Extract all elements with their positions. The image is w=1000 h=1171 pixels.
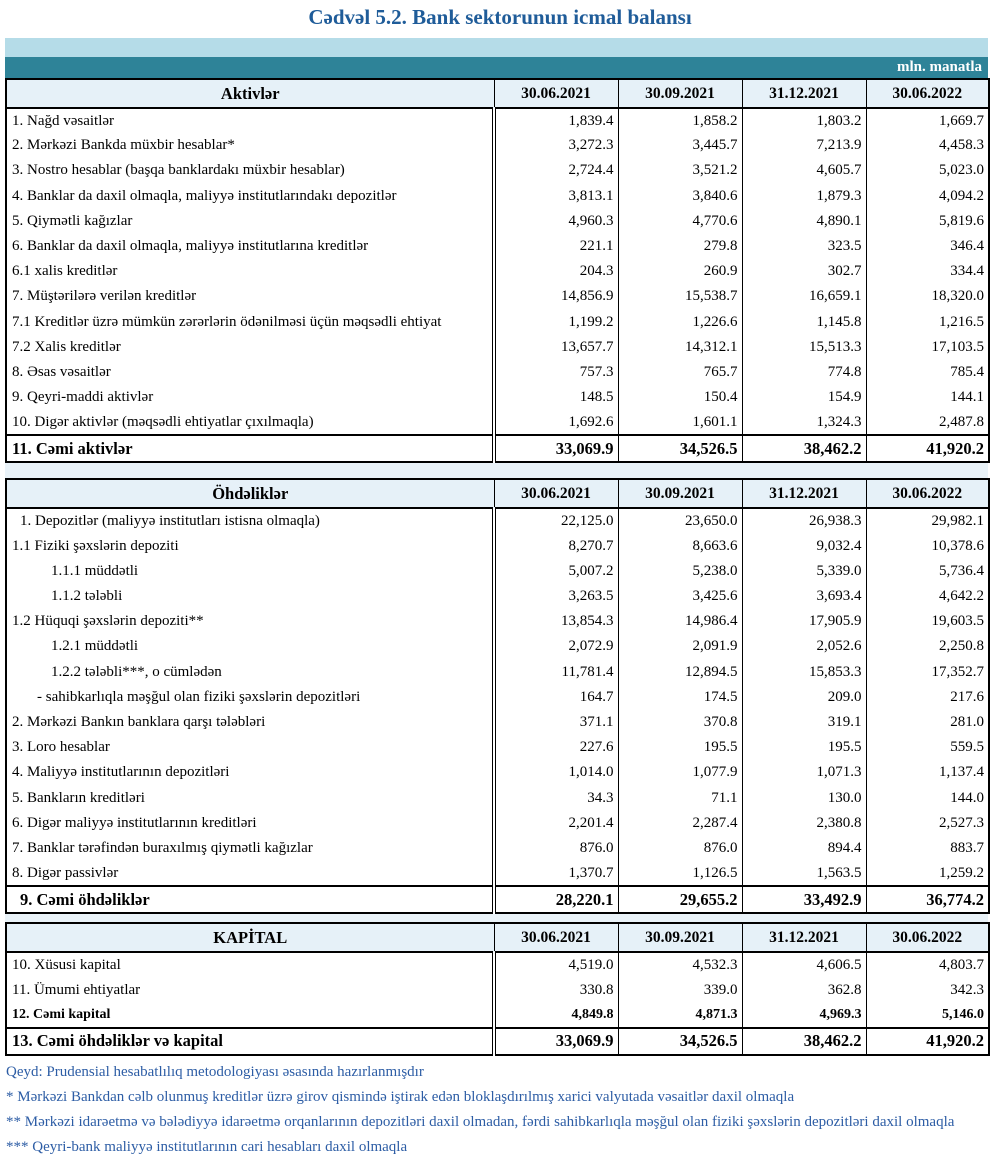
- cell-value: 371.1: [494, 710, 618, 735]
- row-label: 6. Digər maliyyə institutlarının kreditləri: [12, 814, 257, 831]
- cell-value: 319.1: [742, 710, 866, 735]
- cell-value: 17,103.5: [866, 335, 989, 360]
- header-row-aktivler: [6, 79, 989, 108]
- cell-value: 130.0: [742, 786, 866, 811]
- table-row: [6, 534, 989, 559]
- cell-value: 13,854.3: [494, 609, 618, 634]
- cell-value: 3,263.5: [494, 584, 618, 609]
- footnote-line: Qeyd: Prudensial hesabatlılıq metodologiyası əsasında hazırlanmışdır: [6, 1063, 424, 1080]
- cell-value: 174.5: [618, 685, 742, 710]
- cell-value: 1,324.3: [742, 410, 866, 435]
- cell-value: 22,125.0: [494, 508, 618, 533]
- cell-value: 3,425.6: [618, 584, 742, 609]
- header-row-ohdelikler: [6, 479, 989, 508]
- row-label: 5. Bankların kreditləri: [12, 789, 145, 806]
- cell-value: 5,819.6: [866, 209, 989, 234]
- row-label: 10. Xüsusi kapital: [12, 956, 121, 973]
- cell-value: 346.4: [866, 234, 989, 259]
- cell-value: 765.7: [618, 360, 742, 385]
- cell-value: 7,213.9: [742, 133, 866, 158]
- column-header-date: 31.12.2021: [742, 79, 866, 108]
- total-row: [6, 1028, 989, 1055]
- cell-value: 5,339.0: [742, 559, 866, 584]
- cell-value: 41,920.2: [866, 1028, 989, 1055]
- cell-value: 15,513.3: [742, 335, 866, 360]
- row-label: 4. Banklar da daxil olmaqla, maliyyə institutlarındakı depozitlər: [12, 187, 397, 204]
- cell-value: 9,032.4: [742, 534, 866, 559]
- cell-value: 302.7: [742, 259, 866, 284]
- table-body-kapital: [6, 952, 989, 1055]
- table-row: [6, 660, 989, 685]
- row-label: 7. Banklar tərəfindən buraxılmış qiymətli kağızlar: [12, 839, 313, 856]
- cell-value: 41,920.2: [866, 435, 989, 462]
- cell-value: 281.0: [866, 710, 989, 735]
- table-ohdelikler: [5, 478, 990, 914]
- column-header-date: 30.09.2021: [618, 79, 742, 108]
- footnotes: [6, 1060, 1000, 1160]
- cell-value: 2,072.9: [494, 634, 618, 659]
- cell-value: 2,201.4: [494, 811, 618, 836]
- cell-value: 4,519.0: [494, 952, 618, 977]
- footnote-line: *** Qeyri-bank maliyyə institutlarının cari hesabları daxil olmaqla: [6, 1138, 408, 1155]
- table-row: [6, 836, 989, 861]
- table-row: [6, 184, 989, 209]
- table-row: [6, 209, 989, 234]
- cell-value: 5,007.2: [494, 559, 618, 584]
- cell-value: 5,146.0: [866, 1003, 989, 1028]
- column-header-date: 31.12.2021: [742, 479, 866, 508]
- cell-value: 13,657.7: [494, 335, 618, 360]
- row-label: 3. Nostro hesablar (başqa banklardakı müxbir hesablar): [12, 162, 345, 179]
- cell-value: 4,849.8: [494, 1003, 618, 1028]
- table-kapital: [5, 922, 990, 1056]
- cell-value: 17,905.9: [742, 609, 866, 634]
- cell-value: 14,986.4: [618, 609, 742, 634]
- cell-value: 5,023.0: [866, 158, 989, 183]
- row-label: 11. Ümumi ehtiyatlar: [12, 981, 141, 998]
- cell-value: 11,781.4: [494, 660, 618, 685]
- table-row: [6, 685, 989, 710]
- cell-value: 4,458.3: [866, 133, 989, 158]
- cell-value: 195.5: [742, 735, 866, 760]
- cell-value: 28,220.1: [494, 886, 618, 913]
- cell-value: 1,858.2: [618, 108, 742, 133]
- row-label: 1. Depozitlər (maliyyə institutları istisna olmaqla): [20, 513, 320, 530]
- table-row: [6, 310, 989, 335]
- cell-value: 4,969.3: [742, 1003, 866, 1028]
- table-row: [6, 234, 989, 259]
- cell-value: 1,077.9: [618, 760, 742, 785]
- cell-value: 2,250.8: [866, 634, 989, 659]
- table-row: [6, 559, 989, 584]
- cell-value: 34.3: [494, 786, 618, 811]
- table-row: [6, 360, 989, 385]
- cell-value: 4,606.5: [742, 952, 866, 977]
- cell-value: 23,650.0: [618, 508, 742, 533]
- cell-value: 774.8: [742, 360, 866, 385]
- cell-value: 323.5: [742, 234, 866, 259]
- row-label: 11. Cəmi aktivlər: [6, 435, 494, 462]
- table-row: [6, 584, 989, 609]
- cell-value: 2,527.3: [866, 811, 989, 836]
- balance-tables: [0, 78, 1000, 1056]
- row-label: 1.1 Fiziki şəxslərin depoziti: [12, 537, 179, 554]
- cell-value: 4,094.2: [866, 184, 989, 209]
- cell-value: 1,137.4: [866, 760, 989, 785]
- cell-value: 1,216.5: [866, 310, 989, 335]
- table-row: [6, 385, 989, 410]
- cell-value: 4,605.7: [742, 158, 866, 183]
- cell-value: 12,894.5: [618, 660, 742, 685]
- row-label: 7.1 Kreditlər üzrə mümkün zərərlərin ödənilməsi üçün məqsədli ehtiyat: [12, 313, 442, 330]
- table-row: [6, 977, 989, 1002]
- table-row: [6, 760, 989, 785]
- cell-value: 2,287.4: [618, 811, 742, 836]
- cell-value: 164.7: [494, 685, 618, 710]
- table-row: [6, 508, 989, 533]
- cell-value: 14,856.9: [494, 284, 618, 309]
- cell-value: 339.0: [618, 977, 742, 1002]
- cell-value: 3,445.7: [618, 133, 742, 158]
- cell-value: 29,982.1: [866, 508, 989, 533]
- cell-value: 221.1: [494, 234, 618, 259]
- page-title: Cədvəl 5.2. Bank sektorunun icmal balansı: [308, 5, 692, 29]
- section-title-ohdelikler: Öhdəliklər: [6, 479, 494, 508]
- table-row: [6, 410, 989, 435]
- cell-value: 8,270.7: [494, 534, 618, 559]
- row-label: 2. Mərkəzi Bankın banklara qarşı tələbləri: [12, 714, 266, 731]
- cell-value: 17,352.7: [866, 660, 989, 685]
- row-label: 13. Cəmi öhdəliklər və kapital: [6, 1028, 494, 1055]
- cell-value: 1,126.5: [618, 861, 742, 886]
- cell-value: 14,312.1: [618, 335, 742, 360]
- cell-value: 38,462.2: [742, 1028, 866, 1055]
- cell-value: 260.9: [618, 259, 742, 284]
- column-header-date: 30.09.2021: [618, 479, 742, 508]
- cell-value: 1,879.3: [742, 184, 866, 209]
- cell-value: 227.6: [494, 735, 618, 760]
- cell-value: 4,960.3: [494, 209, 618, 234]
- total-row: [6, 886, 989, 913]
- table-row: [6, 710, 989, 735]
- cell-value: 4,871.3: [618, 1003, 742, 1028]
- cell-value: 1,259.2: [866, 861, 989, 886]
- cell-value: 204.3: [494, 259, 618, 284]
- cell-value: 38,462.2: [742, 435, 866, 462]
- cell-value: 1,145.8: [742, 310, 866, 335]
- row-label: 12. Cəmi kapital: [12, 1006, 111, 1022]
- row-label: 6. Banklar da daxil olmaqla, maliyyə institutlarına kreditlər: [12, 238, 369, 255]
- cell-value: 883.7: [866, 836, 989, 861]
- section-gap: [5, 463, 988, 478]
- column-header-date: 30.06.2022: [866, 479, 989, 508]
- row-label: 9. Cəmi öhdəliklər: [6, 886, 494, 913]
- footnote-line: * Mərkəzi Bankdan cəlb olunmuş kreditlər üzrə girov qismində iştirak edən bloklaşdırılmış xarici valyutada vəsaitlər daxil olmaqla: [6, 1088, 795, 1105]
- cell-value: 3,272.3: [494, 133, 618, 158]
- row-label: - sahibkarlıqla məşğul olan fiziki şəxslərin depozitləri: [37, 688, 361, 705]
- row-label: 8. Əsas vəsaitlər: [12, 363, 111, 380]
- table-row: [6, 634, 989, 659]
- row-label: 1.1.2 tələbli: [51, 588, 123, 605]
- table-row: [6, 108, 989, 133]
- table-row: [6, 735, 989, 760]
- cell-value: 34,526.5: [618, 1028, 742, 1055]
- cell-value: 2,091.9: [618, 634, 742, 659]
- cell-value: 148.5: [494, 385, 618, 410]
- column-header-date: 30.06.2022: [866, 79, 989, 108]
- cell-value: 1,563.5: [742, 861, 866, 886]
- table-row: [6, 1003, 989, 1028]
- table-row: [6, 609, 989, 634]
- section-title-aktivler: Aktivlər: [6, 79, 494, 108]
- table-row: [6, 133, 989, 158]
- cell-value: 154.9: [742, 385, 866, 410]
- unit-label: mln. manatla: [896, 59, 982, 75]
- cell-value: 33,069.9: [494, 435, 618, 462]
- table-aktivler: [5, 78, 990, 463]
- cell-value: 71.1: [618, 786, 742, 811]
- cell-value: 4,803.7: [866, 952, 989, 977]
- cell-value: 8,663.6: [618, 534, 742, 559]
- row-label: 4. Maliyyə institutlarının depozitləri: [12, 764, 230, 781]
- cell-value: 342.3: [866, 977, 989, 1002]
- decorative-band-light: [5, 38, 988, 57]
- column-header-date: 30.06.2021: [494, 479, 618, 508]
- column-header-date: 30.06.2021: [494, 923, 618, 952]
- cell-value: 3,813.1: [494, 184, 618, 209]
- row-label: 1. Nağd vəsaitlər: [12, 112, 115, 129]
- cell-value: 19,603.5: [866, 609, 989, 634]
- cell-value: 1,669.7: [866, 108, 989, 133]
- row-label: 1.1.1 müddətli: [51, 562, 139, 579]
- cell-value: 4,532.3: [618, 952, 742, 977]
- cell-value: 876.0: [618, 836, 742, 861]
- column-header-date: 30.06.2022: [866, 923, 989, 952]
- table-row: [6, 811, 989, 836]
- cell-value: 5,238.0: [618, 559, 742, 584]
- table-row: [6, 861, 989, 886]
- unit-band: [5, 57, 988, 78]
- cell-value: 362.8: [742, 977, 866, 1002]
- section-gap: [5, 914, 988, 922]
- cell-value: 16,659.1: [742, 284, 866, 309]
- cell-value: 1,601.1: [618, 410, 742, 435]
- row-label: 2. Mərkəzi Bankda müxbir hesablar*: [12, 137, 235, 154]
- cell-value: 209.0: [742, 685, 866, 710]
- table-row: [6, 786, 989, 811]
- table-row: [6, 952, 989, 977]
- cell-value: 559.5: [866, 735, 989, 760]
- row-label: 7. Müştərilərə verilən kreditlər: [12, 288, 197, 305]
- table-head-ohdelikler: [6, 479, 989, 508]
- table-row: [6, 284, 989, 309]
- cell-value: 5,736.4: [866, 559, 989, 584]
- cell-value: 26,938.3: [742, 508, 866, 533]
- cell-value: 217.6: [866, 685, 989, 710]
- table-row: [6, 335, 989, 360]
- cell-value: 3,840.6: [618, 184, 742, 209]
- cell-value: 34,526.5: [618, 435, 742, 462]
- cell-value: 1,226.6: [618, 310, 742, 335]
- cell-value: 1,014.0: [494, 760, 618, 785]
- cell-value: 1,692.6: [494, 410, 618, 435]
- cell-value: 2,487.8: [866, 410, 989, 435]
- cell-value: 2,724.4: [494, 158, 618, 183]
- table-body-aktivler: [6, 108, 989, 462]
- cell-value: 1,370.7: [494, 861, 618, 886]
- cell-value: 894.4: [742, 836, 866, 861]
- column-header-date: 30.06.2021: [494, 79, 618, 108]
- cell-value: 330.8: [494, 977, 618, 1002]
- cell-value: 334.4: [866, 259, 989, 284]
- row-label: 1.2 Hüquqi şəxslərin depoziti**: [12, 613, 204, 630]
- cell-value: 33,069.9: [494, 1028, 618, 1055]
- cell-value: 4,890.1: [742, 209, 866, 234]
- row-label: 3. Loro hesablar: [12, 739, 110, 756]
- cell-value: 757.3: [494, 360, 618, 385]
- cell-value: 1,071.3: [742, 760, 866, 785]
- cell-value: 279.8: [618, 234, 742, 259]
- cell-value: 4,770.6: [618, 209, 742, 234]
- cell-value: 2,052.6: [742, 634, 866, 659]
- row-label: 8. Digər passivlər: [12, 864, 119, 881]
- cell-value: 10,378.6: [866, 534, 989, 559]
- cell-value: 2,380.8: [742, 811, 866, 836]
- row-label: 1.2.2 tələbli***, o cümlədən: [51, 663, 222, 680]
- cell-value: 33,492.9: [742, 886, 866, 913]
- section-title-kapital: KAPİTAL: [6, 923, 494, 952]
- cell-value: 144.0: [866, 786, 989, 811]
- table-row: [6, 259, 989, 284]
- cell-value: 144.1: [866, 385, 989, 410]
- table-head-aktivler: [6, 79, 989, 108]
- cell-value: 785.4: [866, 360, 989, 385]
- cell-value: 3,693.4: [742, 584, 866, 609]
- cell-value: 1,803.2: [742, 108, 866, 133]
- row-label: 6.1 xalis kreditlər: [12, 263, 118, 280]
- cell-value: 1,199.2: [494, 310, 618, 335]
- cell-value: 36,774.2: [866, 886, 989, 913]
- cell-value: 876.0: [494, 836, 618, 861]
- row-label: 1.2.1 müddətli: [51, 638, 139, 655]
- table-head-kapital: [6, 923, 989, 952]
- cell-value: 195.5: [618, 735, 742, 760]
- row-label: 10. Digər aktivlər (məqsədli ehtiyatlar çıxılmaqla): [12, 413, 314, 430]
- table-body-ohdelikler: [6, 508, 989, 913]
- cell-value: 3,521.2: [618, 158, 742, 183]
- footnote-line: ** Mərkəzi idarəetmə və bələdiyyə idarəetmə orqanlarının depozitləri daxil olmadan, fərdi sahibkarlıqla məşğul olan fiziki şəxslərin depozitləri daxil olmaqla: [6, 1113, 955, 1130]
- total-row: [6, 435, 989, 462]
- cell-value: 29,655.2: [618, 886, 742, 913]
- cell-value: 18,320.0: [866, 284, 989, 309]
- row-label: 5. Qiymətli kağızlar: [12, 212, 133, 229]
- cell-value: 370.8: [618, 710, 742, 735]
- header-row-kapital: [6, 923, 989, 952]
- row-label: 7.2 Xalis kreditlər: [12, 338, 121, 355]
- cell-value: 150.4: [618, 385, 742, 410]
- column-header-date: 31.12.2021: [742, 923, 866, 952]
- cell-value: 1,839.4: [494, 108, 618, 133]
- table-row: [6, 158, 989, 183]
- column-header-date: 30.09.2021: [618, 923, 742, 952]
- cell-value: 15,853.3: [742, 660, 866, 685]
- cell-value: 4,642.2: [866, 584, 989, 609]
- row-label: 9. Qeyri-maddi aktivlər: [12, 389, 154, 406]
- cell-value: 15,538.7: [618, 284, 742, 309]
